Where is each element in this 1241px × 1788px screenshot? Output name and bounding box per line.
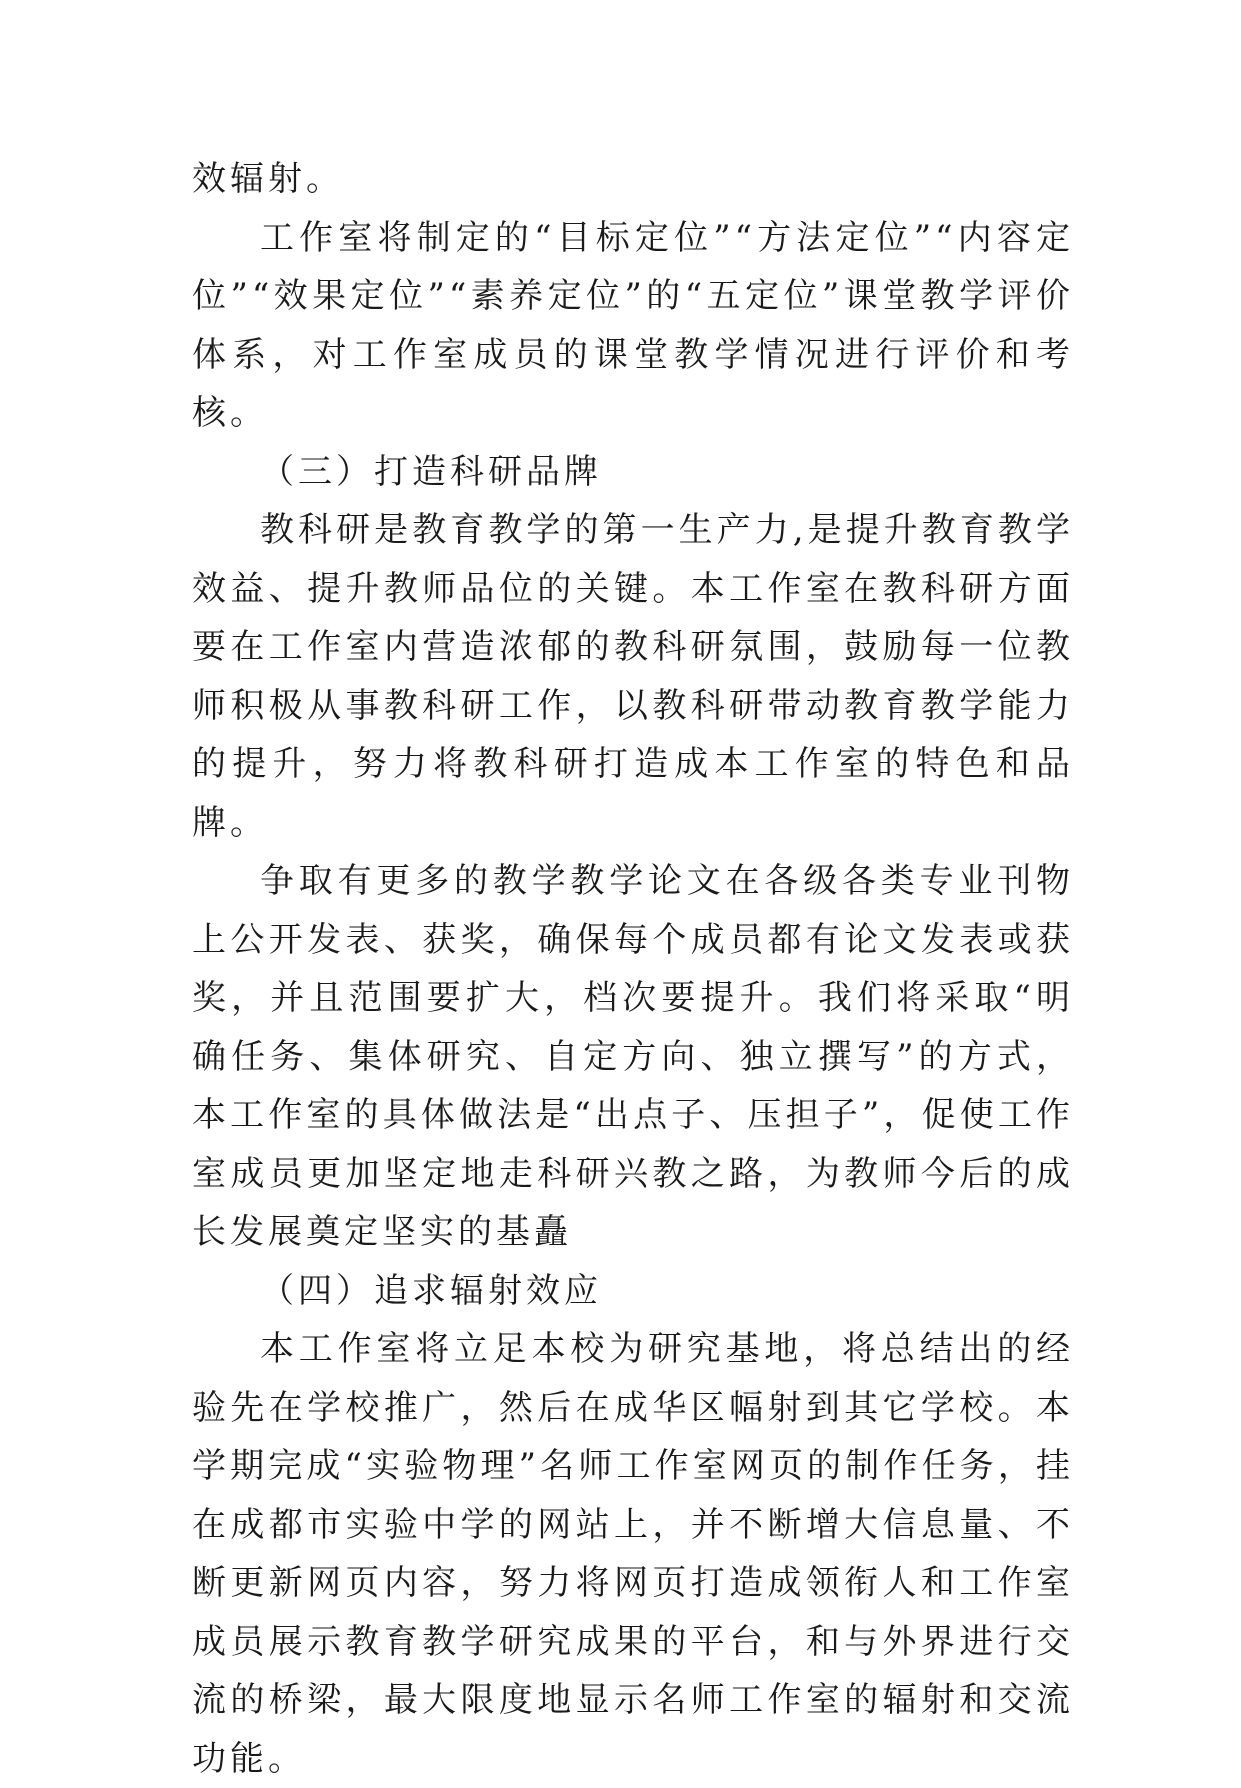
paragraph-continuation: 效辐射。 xyxy=(192,159,344,199)
paragraph-evaluation-system: 工作室将制定的“目标定位”“方法定位”“内容定位”“效果定位”“素养定位”的“五定位”课堂教学评价体系，对工作室成员的课堂教学情况进行评价和考核。 xyxy=(192,217,1074,433)
section-heading-radiation-effect: （四）追求辐射效应 xyxy=(260,1270,602,1311)
document-body xyxy=(192,150,1074,1788)
paragraph-research-productivity: 教科研是教育教学的第一生产力,是提升教育教学效益、提升教师品位的关键。本工作室在教科研方面要在工作室内营造浓郁的教科研氛围，鼓励每一位教师积极从事教科研工作，以教科研带动教育教学能力的提升，努力将教科研打造成本工作室的特色和品牌。 xyxy=(192,510,1074,843)
section-heading-research-brand: （三）打造科研品牌 xyxy=(260,451,602,492)
paragraph-paper-publication: 争取有更多的教学教学论文在各级各类专业刊物上公开发表、获奖，确保每个成员都有论文发表或获奖，并且范围要扩大，档次要提升。我们将采取“明确任务、集体研究、自定方向、独立撰写”的方式，本工作室的具体做法是“出点子、压担子”，促使工作室成员更加坚定地走科研兴教之路，为教师今后的成长发展奠定坚实的基矗 xyxy=(192,861,1074,1252)
paragraph-radiation-plan: 本工作室将立足本校为研究基地，将总结出的经验先在学校推广，然后在成华区幅射到其它学校。本学期完成“实验物理”名师工作室网页的制作任务，挂在成都市实验中学的网站上，并不断增大信息量、不断更新网页内容，努力将网页打造成领衔人和工作室成员展示教育教学研究成果的平台，和与外界进行交流的桥梁，最大限度地显示名师工作室的辐射和交流功能。 xyxy=(192,1329,1074,1779)
